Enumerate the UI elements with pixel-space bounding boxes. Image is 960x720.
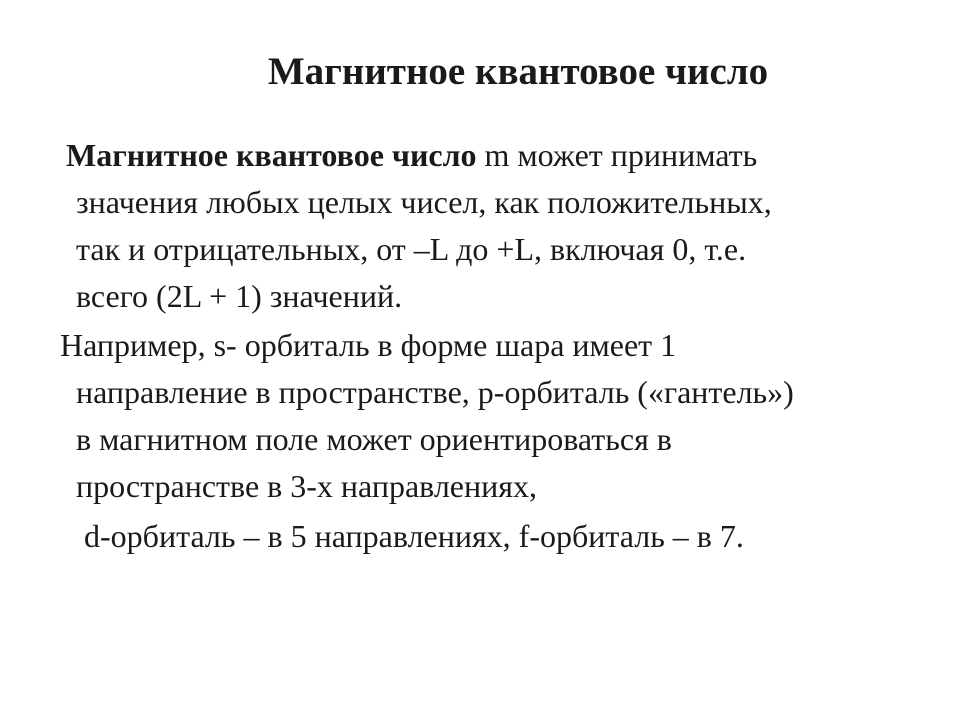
paragraph-2-line-4: пространстве в 3-х направлениях, — [76, 468, 537, 504]
paragraph-1-line-2: значения любых целых чисел, как положительных, — [76, 184, 772, 220]
slide-title: Магнитное квантовое число — [267, 50, 769, 93]
term-bold: Магнитное квантовое число — [66, 137, 477, 173]
paragraph-1-line-1 — [66, 132, 757, 178]
paragraph-2-line-3: в магнитном поле может ориентироваться в — [76, 421, 672, 457]
paragraph-1-line-4: всего (2L + 1) значений. — [76, 278, 403, 314]
paragraph-1-line-3: так и отрицательных, от –L до +L, включая 0, т.е. — [76, 231, 747, 267]
paragraph-2-line-2: направление в пространстве, р-орбиталь («гантель») — [76, 374, 794, 410]
paragraph-3-line-1: d-орбиталь – в 5 направлениях, f-орбиталь – в 7. — [84, 518, 744, 554]
paragraph-1-line-1-rest: m может принимать — [476, 137, 758, 173]
paragraph-2-line-1: Например, s- орбиталь в форме шара имеет 1 — [60, 327, 677, 363]
